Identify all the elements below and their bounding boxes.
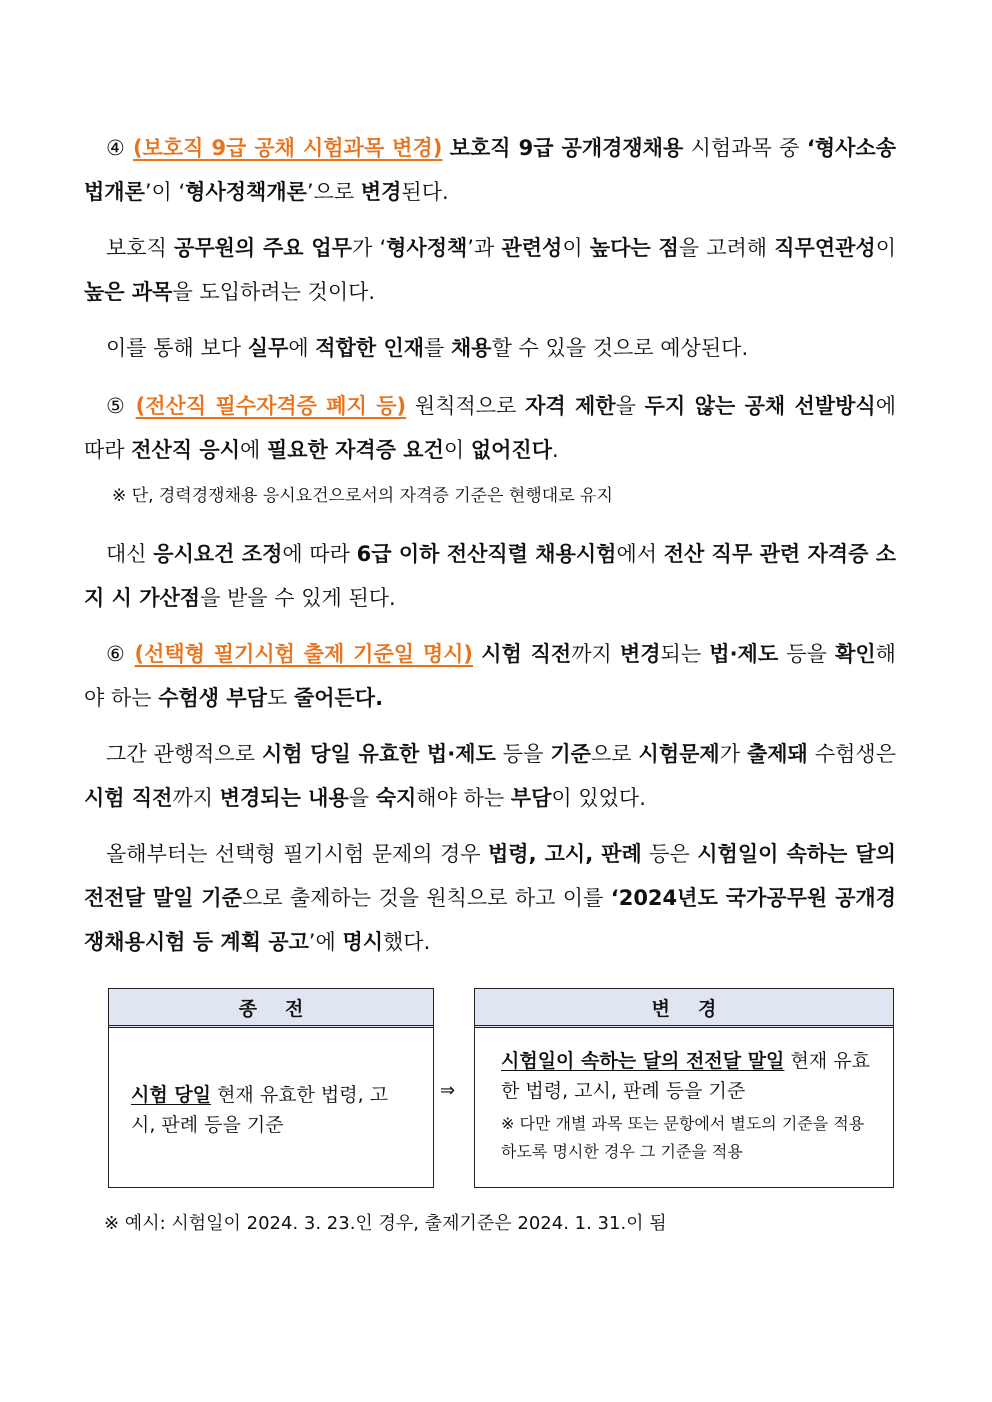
before-body [109, 1028, 433, 1140]
after-body [475, 1028, 893, 1166]
paragraph-item-6-background: 그간 관행적으로 시험 당일 유효한 법·제도 등을 기준으로 시험문제가 출제돼 수험생은 시험 직전까지 변경되는 내용을 숙지해야 하는 부담이 있었다. [84, 742, 896, 810]
example-note: ※ 예시: 시험일이 2024. 3. 23.인 경우, 출제기준은 2024. 1. 31.이 됨 [104, 1213, 667, 1234]
paragraph-item-5-bonus: 대신 응시요건 조정에 따라 6급 이하 전산직렬 채용시험에서 전산 직무 관련 자격증 소지 시 가산점을 받을 수 있게 된다. [84, 542, 897, 610]
before-header: 종전 [109, 989, 433, 1028]
after-box [474, 988, 894, 1188]
paragraph-item-6: ⑥ (선택형 필기시험 출제 기준일 명시) 시험 직전까지 변경되는 법·제도 등을 확인해야 하는 수험생 부담도 줄어든다. [84, 642, 896, 710]
paragraph-item-6-change: 올해부터는 선택형 필기시험 문제의 경우 법령, 고시, 판례 등은 시험일이 속하는 달의 전전달 말일 기준으로 출제하는 것을 원칙으로 하고 이를 ‘2024년도 국가공무원 공개경쟁채용시험 등 계획 공고’에 명시했다. [84, 842, 897, 954]
paragraph-item-4: ④ (보호직 9급 공채 시험과목 변경) 보호직 9급 공개경쟁채용 시험과목 중 ‘형사소송법개론’이 ‘형사정책개론’으로 변경된다. [84, 136, 896, 204]
arrow-icon: ⇒ [440, 1080, 456, 1101]
item-number: ⑥ [106, 642, 127, 666]
after-header: 변경 [475, 989, 893, 1028]
item-number: ④ [106, 136, 126, 160]
after-note: ※ 다만 개별 과목 또는 문항에서 별도의 기준을 적용하도록 명시한 경우 그 기준을 적용 [501, 1114, 865, 1161]
item-title: (보호직 9급 공채 시험과목 변경) [132, 136, 443, 160]
after-text: 현재 유효한 법령, 고시, 판례 등을 기준 [501, 1050, 870, 1102]
paragraph-item-4-reason: 보호직 공무원의 주요 업무가 ‘형사정책’과 관련성이 높다는 점을 고려해 직무연관성이 높은 과목을 도입하려는 것이다. [84, 236, 896, 304]
paragraph-item-5: ⑤ (전산직 필수자격증 폐지 등) 원칙적으로 자격 제한을 두지 않는 공채 선발방식에 따라 전산직 응시에 필요한 자격증 요건이 없어진다. [84, 394, 896, 462]
before-box [108, 988, 434, 1188]
after-underlined: 시험일이 속하는 달의 전전달 말일 [501, 1050, 785, 1072]
note-item-5: ※ 단, 경력경쟁채용 응시요건으로서의 자격증 기준은 현행대로 유지 [112, 486, 613, 506]
before-underlined: 시험 당일 [131, 1084, 212, 1106]
before-text: 현재 유효한 법령, 고시, 판례 등을 기준 [131, 1084, 389, 1136]
item-title: (전산직 필수자격증 폐지 등) [135, 394, 407, 418]
item-title: (선택형 필기시험 출제 기준일 명시) [134, 642, 474, 666]
item-number: ⑤ [106, 394, 127, 418]
paragraph-item-4-effect: 이를 통해 보다 실무에 적합한 인재를 채용할 수 있을 것으로 예상된다. [106, 336, 749, 360]
